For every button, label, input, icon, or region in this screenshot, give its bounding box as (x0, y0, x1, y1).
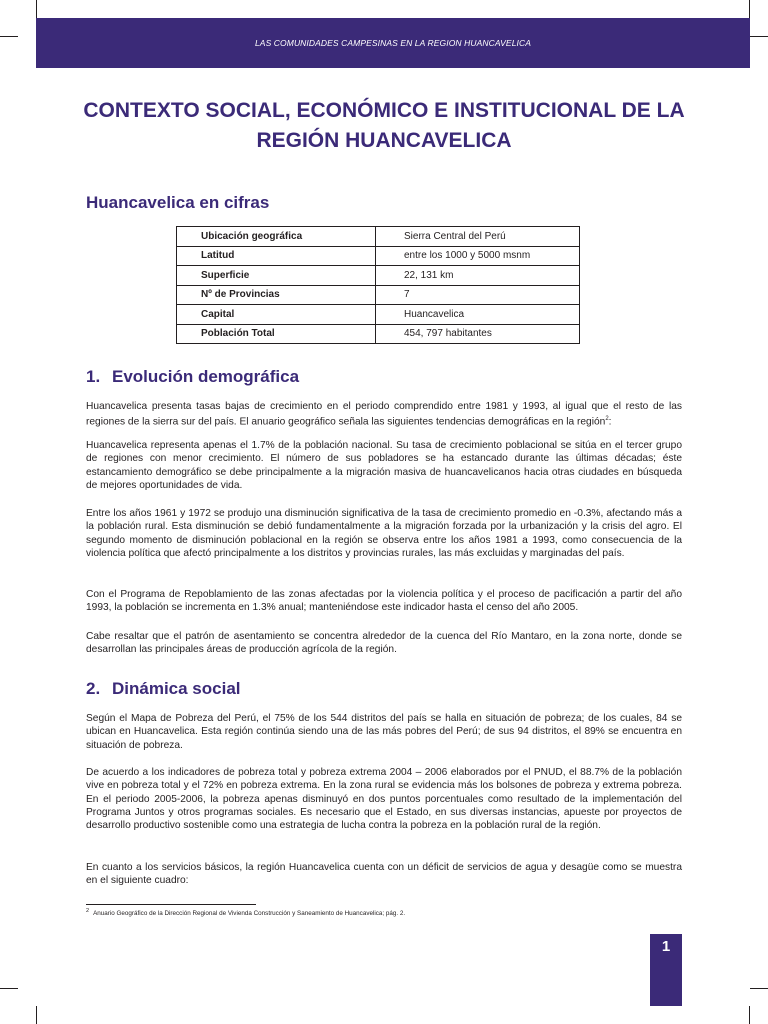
table-row (177, 266, 580, 286)
table-row (177, 246, 580, 266)
crop-mark (36, 1006, 37, 1024)
table-row (177, 324, 580, 344)
table-row (177, 285, 580, 305)
paragraph (86, 400, 682, 429)
paragraph: Entre los años 1961 y 1972 se produjo una disminución significativa de la tasa de crecimiento promedio en -0.3%, afectando más a la población rural. Esta disminución se debió fundamentalmente a la migración forzada por la urbanización y la crisis del agro. El segundo momento de disminución poblacional en la región se observa entre los años 1981 a 1993, como consecuencia de la violencia política que afectó principalmente a los distritos y provincias rurales, las más excluidas y marginadas del país. (86, 508, 682, 559)
table-row (177, 305, 580, 325)
paragraph: Cabe resaltar que el patrón de asentamiento se concentra alrededor de la cuenca del Río Mantaro, en la zona norte, donde se desarrollan las principales áreas de producción agrícola de la región. (86, 631, 682, 656)
facts-table (176, 226, 580, 344)
running-header-text: LAS COMUNIDADES CAMPESINAS EN LA REGION HUANCAVELICA (254, 38, 531, 48)
table-key: Ubicación geográfica (177, 227, 376, 247)
table-value: 22, 131 km (376, 266, 580, 286)
table-value: Sierra Central del Perú (376, 227, 580, 247)
footnote-ref: 2 (605, 416, 609, 423)
paragraph-text: Huancavelica presenta tasas bajas de crecimiento en el periodo comprendido entre 1981 y 1993, al igual que el resto de las regiones de la sierra sur del país. El anuario geográfico señala las siguientes tendencias demográficas en la región (86, 401, 682, 428)
table-value: 454, 797 habitantes (376, 324, 580, 344)
section-title: Evolución demográfica (112, 367, 300, 386)
paragraph: De acuerdo a los indicadores de pobreza total y pobreza extrema 2004 – 2006 elaborados por el PNUD, el 88.7% de la población vive en pobreza total y el 72% en pobreza extrema. En la zona rural se evidencia más los bolsones de pobreza y extrema pobreza. En el periodo 2005-2006, la pobreza apenas disminuyó en dos puntos porcentuales como resultado de la implementación del Programa Juntos y otros programas sociales. Es necesario que el Estado, en sus diversas instancias, apueste por proyectos de desarrollo productivo sostenible como una estrategia de lucha contra la pobreza en la población rural de la región. (86, 767, 682, 832)
section-heading-1 (86, 366, 299, 388)
table-key: Población Total (177, 324, 376, 344)
section-number: 2. (86, 679, 101, 698)
running-header (36, 18, 750, 68)
crop-mark (750, 988, 768, 989)
crop-mark (749, 1006, 750, 1024)
section-title: Dinámica social (112, 679, 241, 698)
section-heading-cifras: Huancavelica en cifras (86, 193, 270, 212)
paragraph-text-end: : (608, 416, 612, 428)
paragraph: Huancavelica representa apenas el 1.7% de la población nacional. Su tasa de crecimiento poblacional se sitúa en el tercer grupo de regiones con menor crecimiento. El número de sus pobladores se ha estancado durante las últimas décadas; éste estancamiento demográfico se debe principalmente a la migración masiva de huancavelicanos hacia otras ciudades en búsqueda de mejores oportunidades de vida. (86, 440, 682, 491)
page-number-tab (650, 934, 682, 1006)
paragraph: En cuanto a los servicios básicos, la región Huancavelica cuenta con un déficit de servicios de agua y desagüe como se muestra en el siguiente cuadro: (86, 862, 682, 887)
table-key: Latitud (177, 246, 376, 266)
crop-mark (36, 0, 37, 18)
crop-mark (0, 36, 18, 37)
footnote-marker: 2 (86, 908, 90, 914)
crop-mark (749, 0, 750, 18)
paragraph: Según el Mapa de Pobreza del Perú, el 75% de los 544 distritos del país se halla en situación de pobreza; de los cuales, 84 se ubican en Huancavelica. Esta región continúa siendo una de las más pobres del Perú; de sus 94 distritos, el 89% se encuentra en situación de pobreza. (86, 713, 682, 751)
table-row (177, 227, 580, 247)
footnote-divider (86, 904, 256, 905)
crop-mark (750, 36, 768, 37)
table-value: Huancavelica (376, 305, 580, 325)
table-key: Superficie (177, 266, 376, 286)
page-title: CONTEXTO SOCIAL, ECONÓMICO E INSTITUCIONAL DE LA REGIÓN HUANCAVELICA (83, 99, 685, 152)
paragraph: Con el Programa de Repoblamiento de las zonas afectadas por la violencia política y el proceso de pacificación a partir del año 1993, la población se incrementa en 1.3% anual; manteniéndose este indicador hasta el censo del año 2005. (86, 589, 682, 614)
section-number: 1. (86, 367, 101, 386)
table-key: Capital (177, 305, 376, 325)
page-number: 1 (661, 938, 671, 955)
table-value: 7 (376, 285, 580, 305)
section-heading-2 (86, 678, 241, 700)
footnote-text: Anuario Geográfico de la Dirección Regional de Vivienda Construcción y Saneamiento de Huancavelica; pág. 2. (93, 910, 406, 918)
footnote (86, 908, 405, 917)
table-value: entre los 1000 y 5000 msnm (376, 246, 580, 266)
table-key: Nº de Provincias (177, 285, 376, 305)
crop-mark (0, 988, 18, 989)
